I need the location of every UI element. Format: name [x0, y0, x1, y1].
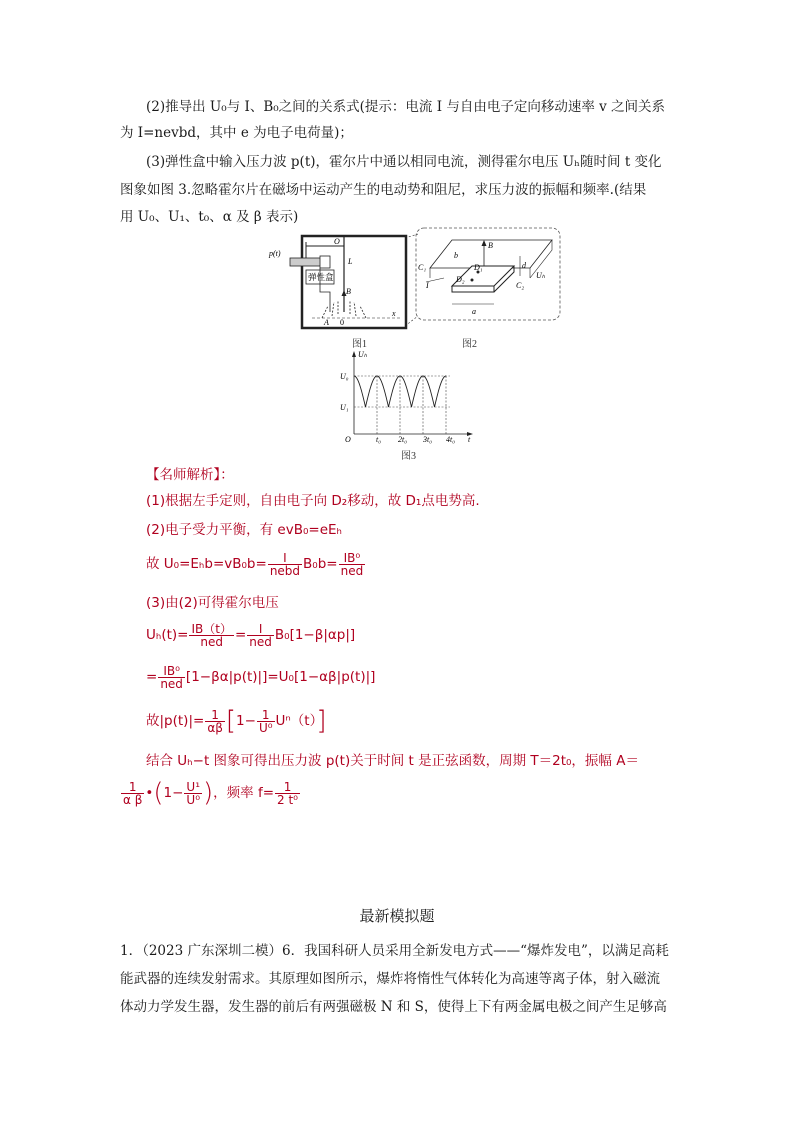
fig2-label-c1: C₁	[418, 263, 427, 272]
l7-post: Uⁿ（t）	[275, 713, 317, 729]
l6-frac-den: ned	[160, 676, 183, 691]
l9-dot: •	[145, 785, 154, 801]
analysis-line-4: (3)由(2)可得霍尔电压	[146, 595, 279, 611]
q3-line3: 用 U₀、U₁、t₀、α 及 β 表示)	[120, 209, 299, 225]
fig3-tick-u0: U₀	[340, 372, 349, 381]
l7-open-bracket: [	[225, 706, 237, 736]
fig2-label-a: a	[472, 307, 476, 316]
l7-frac1-den: αβ	[207, 720, 223, 735]
analysis-line-3	[146, 551, 366, 577]
fig1-label-zero: 0	[340, 318, 344, 327]
l9-frac3-den: 2 t⁰	[277, 792, 298, 807]
fig1-label-x: x	[392, 309, 396, 318]
fig1-label-box: 弹性盒	[308, 272, 334, 282]
fig2-label-d1: D₁	[474, 263, 483, 272]
analysis-line-2: (2)电子受力平衡，有 evB₀=eEₕ	[146, 522, 342, 538]
fig2-label-d: d	[522, 261, 526, 270]
figure-2	[414, 226, 564, 322]
fig3-tick-4t0: 4t₀	[446, 435, 456, 444]
l9-text: ，频率 f=	[213, 785, 275, 801]
fig2-label-c2: C₂	[516, 281, 525, 290]
l3-frac1-den: nebd	[269, 563, 301, 578]
l7-mid: 1−	[236, 713, 256, 729]
fig3-tick-u1: U₁	[340, 403, 349, 412]
l5-pre: Uₕ(t)=	[146, 627, 189, 643]
section-heading: 最新模拟题	[359, 907, 435, 925]
q3-line2: 图象如图 3.忽略霍尔片在磁场中运动产生的电动势和阻尼，求压力波的振幅和频率.(结果	[120, 182, 647, 198]
q2-line1: (2)推导出 U₀与 I、B₀之间的关系式(提示：电流 I 与自由电子定向移动速率 v 之间关系	[146, 99, 666, 115]
fig1-label-b: B	[346, 287, 351, 296]
l3-pre: 故 U₀=Eₕb=vB₀b=	[146, 556, 267, 572]
l9-open-paren: (	[153, 778, 164, 808]
l5-eq: =	[234, 627, 247, 643]
l9-frac2-den: U⁰	[186, 792, 201, 807]
section-p3: 体动力学发生器，发生器的前后有两强磁极 N 和 S，使得上下有两金属电极之间产生足够高	[120, 999, 667, 1015]
analysis-line-8: 结合 Uₕ−t 图象可得出压力波 p(t)关于时间 t 是正弦函数，周期 T＝2t₀，振幅 A＝	[146, 753, 639, 769]
fig2-label-small-b: b	[454, 251, 458, 260]
figure-1	[268, 232, 418, 332]
section-p1: 1．（2023 广东深圳二模）6．我国科研人员采用全新发电方式——“爆炸发电”，以满足高耗	[120, 943, 669, 959]
fig2-label-b: B	[488, 241, 493, 250]
fig3-tick-t0: t₀	[376, 435, 382, 444]
fig1-label-o: O	[334, 237, 340, 246]
l5-frac2-den: ned	[249, 634, 272, 649]
l5-frac1-num: IB（t）	[191, 621, 232, 636]
fig2-label-uh: Uₕ	[536, 271, 546, 280]
l7-frac1-num: 1	[205, 709, 225, 722]
l7-pre: 故|p(t)|=	[146, 713, 205, 729]
l6-pre: =	[146, 669, 158, 685]
l9-close-paren: )	[203, 778, 214, 808]
l3-frac1-num: I	[268, 552, 302, 565]
fig3-label-uh: Uₕ	[358, 350, 368, 359]
analysis-line-6	[146, 664, 375, 690]
fig1-caption: 图1	[352, 339, 367, 350]
l6-frac-num: IB⁰	[158, 665, 185, 678]
l9-mid: 1−	[163, 785, 184, 801]
l6-post: [1−βα|p(t)|]=U₀[1−αβ|p(t)|]	[185, 669, 376, 685]
analysis-line-5	[146, 622, 355, 648]
section-p2: 能武器的连续发射需求。其原理如图所示，爆炸将惰性气体转化为高速等离子体，射入磁流	[120, 971, 660, 987]
q3-line1: (3)弹性盒中输入压力波 p(t)，霍尔片中通以相同电流，测得霍尔电压 Uₕ随时间 t 变化	[146, 154, 662, 170]
analysis-line-9	[120, 778, 301, 808]
l9-frac1-den: α β	[123, 792, 143, 807]
fig2-caption: 图2	[462, 339, 477, 350]
fig3-tick-3t0: 3t₀	[423, 435, 433, 444]
l5-frac1-den: ned	[200, 634, 224, 649]
l5-post: B₀[1−β|αp|]	[274, 627, 356, 643]
l9-frac2-num: U¹	[186, 779, 201, 794]
l9-frac1-num: 1	[121, 781, 144, 794]
fig1-label-l: L	[348, 257, 353, 266]
fig3-caption: 图3	[401, 451, 416, 462]
l3-mid: B₀b=	[303, 556, 338, 572]
l7-frac2-num: 1	[257, 709, 275, 722]
analysis-header: 【名师解析】：	[146, 467, 234, 483]
fig2-label-i: I	[426, 281, 429, 290]
fig1-label-pt: p(t)	[269, 249, 281, 258]
q2-line2: 为 I=nevbd，其中 e 为电子电荷量)；	[120, 125, 353, 141]
fig1-label-a: A	[324, 318, 329, 327]
analysis-line-7	[146, 707, 327, 735]
figure-3-chart	[336, 348, 476, 444]
l3-frac2-den: ned	[340, 563, 364, 578]
fig3-tick-2t0: 2t₀	[398, 435, 408, 444]
l9-frac3-num: 1	[275, 781, 300, 794]
l7-close-bracket: ]	[316, 706, 327, 736]
fig3-label-t: t	[468, 435, 471, 444]
l7-frac2-den: U⁰	[258, 720, 273, 735]
fig2-label-d2: D₂	[456, 275, 465, 284]
l5-frac2-num: I	[247, 623, 274, 636]
fig3-origin: O	[345, 435, 351, 444]
l3-frac2-num: IB⁰	[339, 552, 366, 565]
analysis-line-1: (1)根据左手定则，自由电子向 D₂移动，故 D₁点电势高.	[146, 493, 480, 509]
